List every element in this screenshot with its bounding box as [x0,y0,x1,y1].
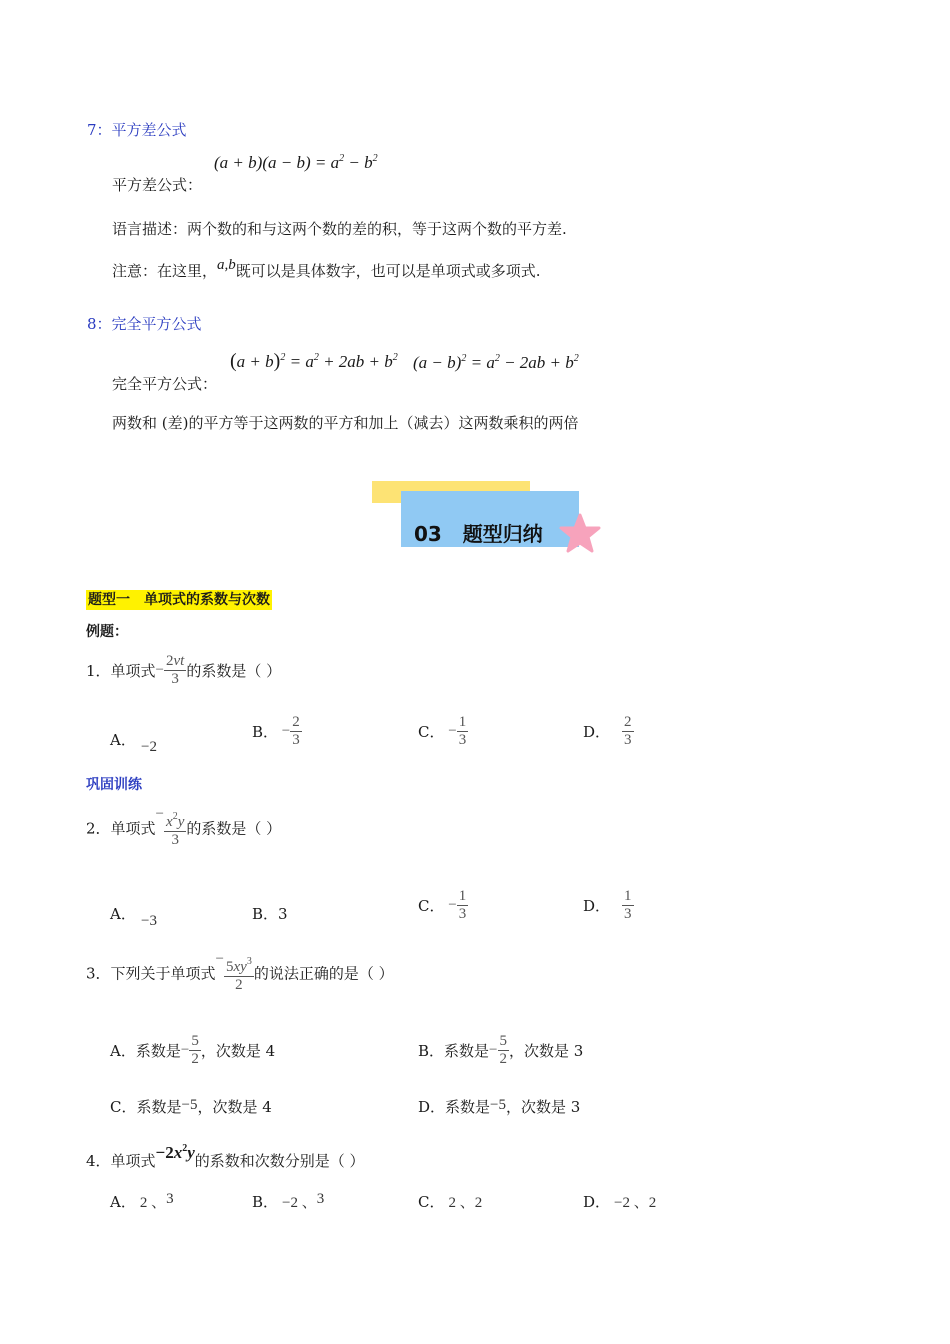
q4-option-b-label: B． [252,1193,279,1211]
q1-option-c[interactable]: C． − $\frac{1}{3}$ [418,714,467,748]
q4-option-b[interactable] [252,1191,324,1212]
q1-option-a-value: −2 [141,739,157,755]
q4-option-a-label: A． [110,1193,136,1211]
q3-option-b-post: ，次数是 3 [509,1042,584,1060]
q1-option-d[interactable] [583,714,634,749]
q3-option-d[interactable] [418,1096,580,1117]
q2-option-c-label: C． [418,897,445,915]
q4-option-d-label: D． [583,1193,611,1211]
q3-option-d-post: ，次数是 3 [506,1098,581,1116]
q4-option-a-value: 2 、3 [139,1191,174,1211]
question-1: 1．单项式− $\frac{2vt}{3}$ 的系数是（ ） [86,653,282,687]
q4-option-c[interactable] [418,1191,482,1212]
q2-option-d-label: D． [583,897,611,915]
q2-option-c[interactable]: C． − $\frac{1}{3}$ [418,888,467,922]
q3-option-a-post: ，次数是 4 [200,1042,276,1060]
section-7-title: 7：平方差公式 [87,121,187,139]
q1-option-c-label: C． [418,723,445,741]
section-7-description: 语言描述：两个数的和与这两个数的差的积，等于这两个数的平方差. [112,220,567,238]
q3-option-a-fraction: $\frac{5}{2}$ [191,1033,199,1067]
section-8-description: 两数和 (差)的平方等于这两数的平方和加上（减去）这两数乘积的两倍 [112,414,579,432]
q2-expression: $\frac{x^2y}{3}$ [166,810,185,848]
q1-option-a[interactable] [110,729,136,750]
q4-option-a[interactable] [110,1191,174,1212]
q2-option-d[interactable] [583,888,634,923]
q4-option-d[interactable] [583,1191,656,1212]
q2-option-a[interactable] [110,903,136,924]
difference-of-squares-formula: $(a + b)(a - b) = a^2 - b^2$ [214,153,378,172]
q3-option-b-pre: B．系数是 [418,1042,490,1060]
type-1-heading [86,589,272,609]
q2-option-b[interactable] [252,903,288,924]
q1-expression: $\frac{2vt}{3}$ [166,653,185,687]
q4-option-b-value: −2 、3 [282,1191,325,1211]
q1-option-b[interactable]: B． − $\frac{2}{3}$ [252,714,300,748]
q3-prefix: 3．下列关于单项式 [86,964,216,983]
q3-option-b-fraction: $\frac{5}{2}$ [499,1033,507,1067]
q1-option-b-value: $\frac{2}{3}$ [292,714,300,748]
q4-option-c-value: 2 、2 [448,1195,483,1211]
q3-option-a-pre: A．系数是 [110,1042,181,1060]
question-2: 2．单项式− $\frac{x^2y}{3}$ 的系数是（ ） [86,806,282,848]
q3-option-d-pre: D．系数是 [418,1098,491,1116]
q2-option-c-value: $\frac{1}{3}$ [458,888,467,922]
q2-option-b-label: B．3 [252,905,288,923]
banner-title: 题型归纳 [462,522,543,546]
q2-suffix: 的系数是（ ） [186,819,282,838]
section-banner-title [414,518,543,547]
q1-suffix: 的系数是（ ） [186,662,282,680]
q3-option-c-post: ，次数是 4 [197,1098,272,1116]
q3-option-c[interactable] [110,1096,272,1117]
q4-expression: $-2x^2y$ [155,1143,195,1162]
q2-option-a-value: −3 [141,913,157,929]
example-label: 例题： [86,624,128,640]
q2-option-a-label: A． [110,905,136,923]
q3-option-a[interactable]: A．系数是− $\frac{5}{2}$ ，次数是 4 [110,1033,276,1067]
q3-option-c-value: −5 [181,1097,198,1113]
q3-option-b[interactable]: B．系数是− $\frac{5}{2}$ ，次数是 3 [418,1033,584,1067]
section-8-title: 8：完全平方公式 [87,315,202,333]
question-4 [86,1143,365,1171]
perfect-square-sum-formula: $(a + b)^2 = a^2 + 2ab + b^2$ [230,350,398,372]
q3-option-d-value: −5 [490,1097,506,1113]
q1-option-c-value: $\frac{1}{3}$ [458,714,467,748]
note-suffix: 既可以是具体数字，也可以是单项式或多项式. [235,262,541,280]
banner-number: 03 [414,522,442,546]
section-8-formula-label: 完全平方公式： [112,375,218,393]
q4-prefix: 4．单项式 [86,1152,156,1170]
section-7-formula-label: 平方差公式： [112,176,203,194]
q1-option-a-label: A． [110,731,136,749]
q2-option-d-value: $\frac{1}{3}$ [624,888,632,922]
type-1-heading-text: 题型一 单项式的系数与次数 [88,592,270,608]
practice-label: 巩固训练 [86,777,142,793]
q1-prefix: 1．单项式 [86,662,156,680]
perfect-square-difference-formula: $(a - b)^2 = a^2 - 2ab + b^2$ [413,353,579,372]
note-vars: a,b [217,257,236,273]
question-3: 3．下列关于单项式− $\frac{5xy^3}{2}$ 的说法正确的是（ ） [86,951,394,993]
q1-option-d-value: $\frac{2}{3}$ [624,714,632,748]
q3-expression: $\frac{5xy^3}{2}$ [226,955,252,993]
q1-option-d-label: D． [583,723,611,741]
section-7-note [112,257,541,281]
note-prefix: 注意：在这里， [112,262,218,280]
q4-option-c-label: C． [418,1193,445,1211]
q4-option-d-value: −2 、2 [614,1195,657,1211]
q4-suffix: 的系数和次数分别是（ ） [194,1152,365,1170]
q1-option-b-label: B． [252,723,279,741]
q3-suffix: 的说法正确的是（ ） [253,964,394,983]
q3-option-c-pre: C．系数是 [110,1098,182,1116]
star-icon [559,513,601,553]
q2-prefix: 2．单项式 [86,819,156,838]
